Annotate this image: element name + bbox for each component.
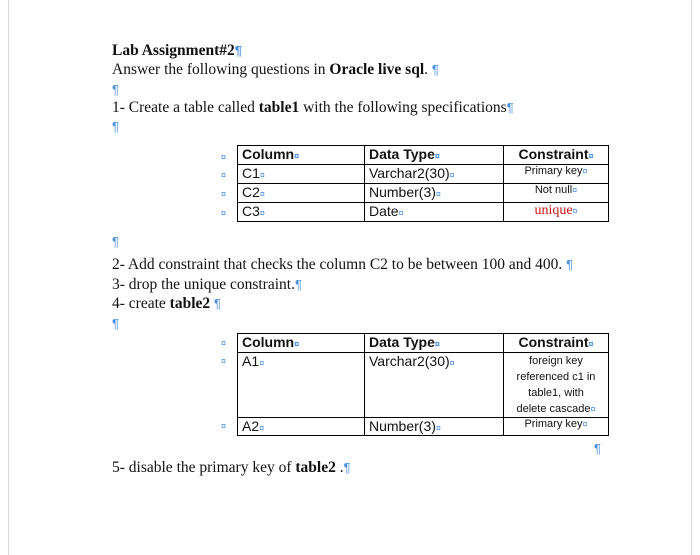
row-marker: ¤ [221, 338, 227, 348]
row-marker: ¤ [221, 170, 227, 180]
row-marker: ¤ [221, 152, 227, 162]
header-column: Column¤ [238, 334, 365, 353]
table1-spec [237, 145, 609, 222]
cell-data-type: Number(3)¤ [365, 184, 504, 203]
header-data-type: Data Type¤ [365, 334, 504, 353]
cell-data-type: Date¤ [365, 203, 504, 222]
question-2: 2- Add constraint that checks the column C2 to be between 100 and 400. ¶ [112, 256, 574, 273]
question-3: 3- drop the unique constraint.¶ [112, 276, 302, 293]
constraint-line: delete cascade¤ [516, 403, 596, 415]
cell-data-type: Varchar2(30)¤ [365, 353, 504, 418]
table-row [238, 418, 609, 436]
page-border-left [8, 0, 9, 555]
header-data-type: Data Type¤ [365, 146, 504, 165]
row-marker: ¤ [221, 208, 227, 218]
cell-data-type: Varchar2(30)¤ [365, 165, 504, 184]
table-row [238, 203, 609, 222]
table-row [238, 184, 609, 203]
constraint-line: referenced c1 in [516, 371, 596, 383]
cell-constraint: Not null¤ [504, 184, 609, 203]
cell-constraint: unique¤ [504, 203, 609, 222]
cell-constraint: Primary key¤ [504, 418, 609, 436]
empty-paragraph: ¶ [112, 316, 119, 331]
page-border-right [691, 0, 692, 555]
cell-column: A1¤ [238, 353, 365, 418]
cell-column: C1¤ [238, 165, 365, 184]
cell-data-type: Number(3)¤ [365, 418, 504, 436]
question-5: 5- disable the primary key of table2 .¶ [112, 459, 351, 476]
cell-constraint: Primary key¤ [504, 165, 609, 184]
cell-column: C2¤ [238, 184, 365, 203]
intro-line: Answer the following questions in Oracle live sql. ¶ [112, 61, 439, 78]
header-column: Column¤ [238, 146, 365, 165]
table-header-row [238, 146, 609, 165]
cell-constraint [504, 353, 609, 418]
cell-column: C3¤ [238, 203, 365, 222]
header-constraint: Constraint¤ [504, 334, 609, 353]
table2-spec [237, 333, 609, 436]
table-header-row [238, 334, 609, 353]
document-title: Lab Assignment#2¶ [112, 42, 242, 59]
row-marker: ¤ [221, 189, 227, 199]
constraint-line: table1, with [528, 387, 584, 399]
empty-paragraph: ¶ [112, 234, 119, 249]
question-4: 4- create table2 ¶ [112, 295, 221, 312]
header-constraint: Constraint¤ [504, 146, 609, 165]
empty-paragraph: ¶ [112, 82, 119, 97]
row-marker: ¤ [221, 356, 227, 366]
constraint-line: foreign key [529, 355, 583, 367]
empty-paragraph: ¶ [112, 119, 119, 134]
question-1: 1- Create a table called table1 with the following specifications¶ [112, 99, 514, 116]
table-row [238, 353, 609, 418]
cell-column: A2¤ [238, 418, 365, 436]
end-of-table-mark: ¶ [594, 441, 601, 456]
row-marker: ¤ [221, 421, 227, 431]
table-row [238, 165, 609, 184]
